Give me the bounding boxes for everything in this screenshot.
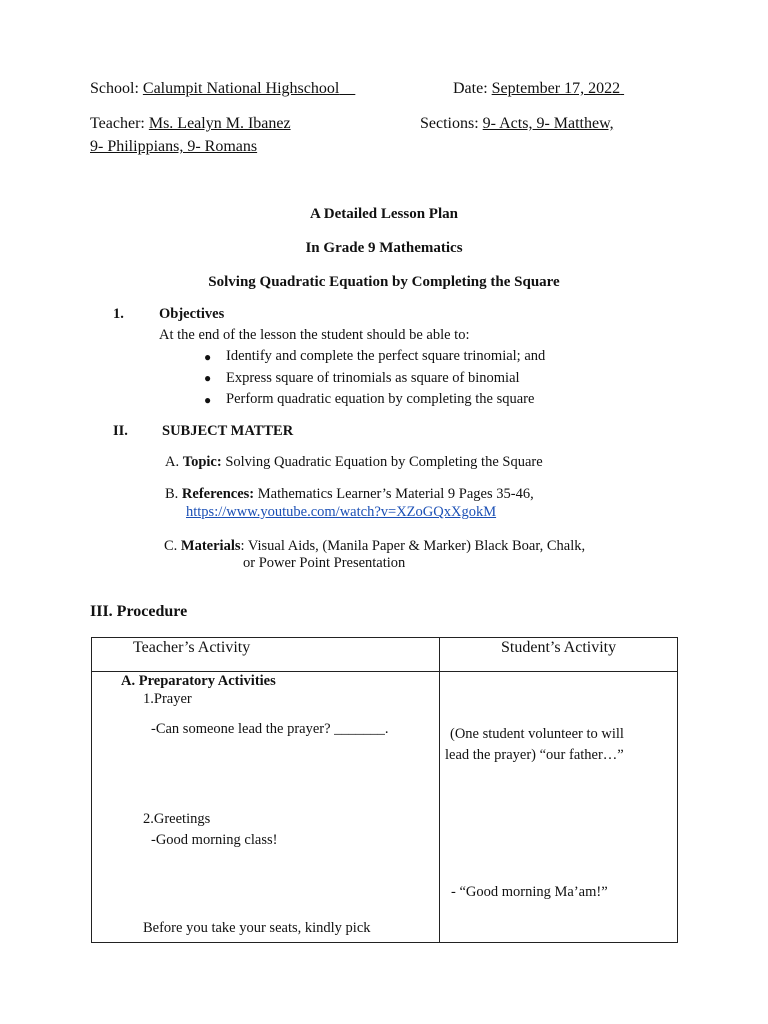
- greet-teacher: -Good morning class!: [151, 832, 278, 848]
- school-line: [90, 80, 355, 98]
- mat-value-1: : Visual Aids, (Manila Paper & Marker) Black Boar, Chalk,: [240, 538, 586, 554]
- mat-value-2: or Power Point Presentation: [243, 555, 406, 571]
- title-line-2: In Grade 9 Mathematics: [305, 240, 463, 256]
- sections-label: Sections:: [420, 115, 479, 132]
- topic-label: Topic:: [182, 454, 222, 470]
- sections-line: [420, 115, 614, 133]
- references-line: [165, 486, 534, 503]
- table-header-divider: [92, 671, 677, 672]
- sections-value-2: 9- Philippians, 9- Romans: [90, 138, 258, 155]
- greet-label: 2.Greetings: [143, 811, 211, 827]
- teacher-label: Teacher:: [90, 115, 145, 132]
- prayer-student-2: lead the prayer) “our father…”: [445, 747, 624, 763]
- topic-line: [165, 454, 543, 471]
- prep-heading: A. Preparatory Activities: [121, 673, 276, 689]
- sections-line-2: [90, 138, 257, 156]
- school-label: School:: [90, 80, 139, 97]
- greet-student: - “Good morning Ma’am!”: [451, 884, 608, 900]
- date-label: Date:: [453, 80, 488, 97]
- objective-item: Perform quadratic equation by completing the square: [226, 391, 535, 407]
- date-value: September 17, 2022: [491, 80, 621, 97]
- table-column-divider: [439, 638, 440, 942]
- prayer-label: 1.Prayer: [143, 691, 192, 707]
- teacher-value: Ms. Lealyn M. Ibanez: [148, 115, 291, 132]
- bullet-icon: ●: [204, 393, 212, 407]
- prayer-student-1: (One student volunteer to will: [450, 726, 624, 742]
- title-line-3: Solving Quadratic Equation by Completing the Square: [208, 274, 560, 290]
- teacher-activity-header: Teacher’s Activity: [133, 639, 251, 656]
- ref-value: Mathematics Learner’s Material 9 Pages 35-46,: [257, 486, 534, 502]
- objective-item: Identify and complete the perfect square trinomial; and: [226, 348, 546, 364]
- sections-value-1: 9- Acts, 9- Matthew,: [482, 115, 614, 132]
- objectives-number: 1.: [113, 306, 124, 322]
- procedure-table: [91, 637, 678, 943]
- bullet-icon: ●: [204, 371, 212, 385]
- materials-line: [164, 538, 585, 555]
- teacher-line: [90, 115, 291, 133]
- prayer-teacher: -Can someone lead the prayer? _______.: [151, 721, 389, 737]
- objectives-heading: Objectives: [159, 306, 225, 322]
- subject-number: II.: [113, 423, 128, 439]
- date-line: [453, 80, 624, 98]
- objective-item: Express square of trinomials as square of binomial: [226, 370, 520, 386]
- seats-teacher: Before you take your seats, kindly pick: [143, 920, 371, 936]
- bullet-icon: ●: [204, 350, 212, 364]
- mat-prefix: C.: [164, 538, 178, 554]
- mat-label: Materials: [180, 538, 241, 554]
- subject-heading: SUBJECT MATTER: [162, 423, 294, 439]
- procedure-heading: III. Procedure: [90, 603, 188, 620]
- student-activity-header: Student’s Activity: [501, 639, 617, 656]
- title-line-1: A Detailed Lesson Plan: [310, 206, 458, 222]
- topic-prefix: A.: [165, 454, 180, 470]
- topic-value: Solving Quadratic Equation by Completing the Square: [225, 454, 543, 470]
- school-value: Calumpit National Highschool: [142, 80, 340, 97]
- ref-prefix: B.: [165, 486, 179, 502]
- objectives-intro: At the end of the lesson the student should be able to:: [159, 327, 470, 343]
- ref-label: References:: [181, 486, 255, 502]
- youtube-link[interactable]: https://www.youtube.com/watch?v=XZoGQxXgokM: [186, 504, 497, 520]
